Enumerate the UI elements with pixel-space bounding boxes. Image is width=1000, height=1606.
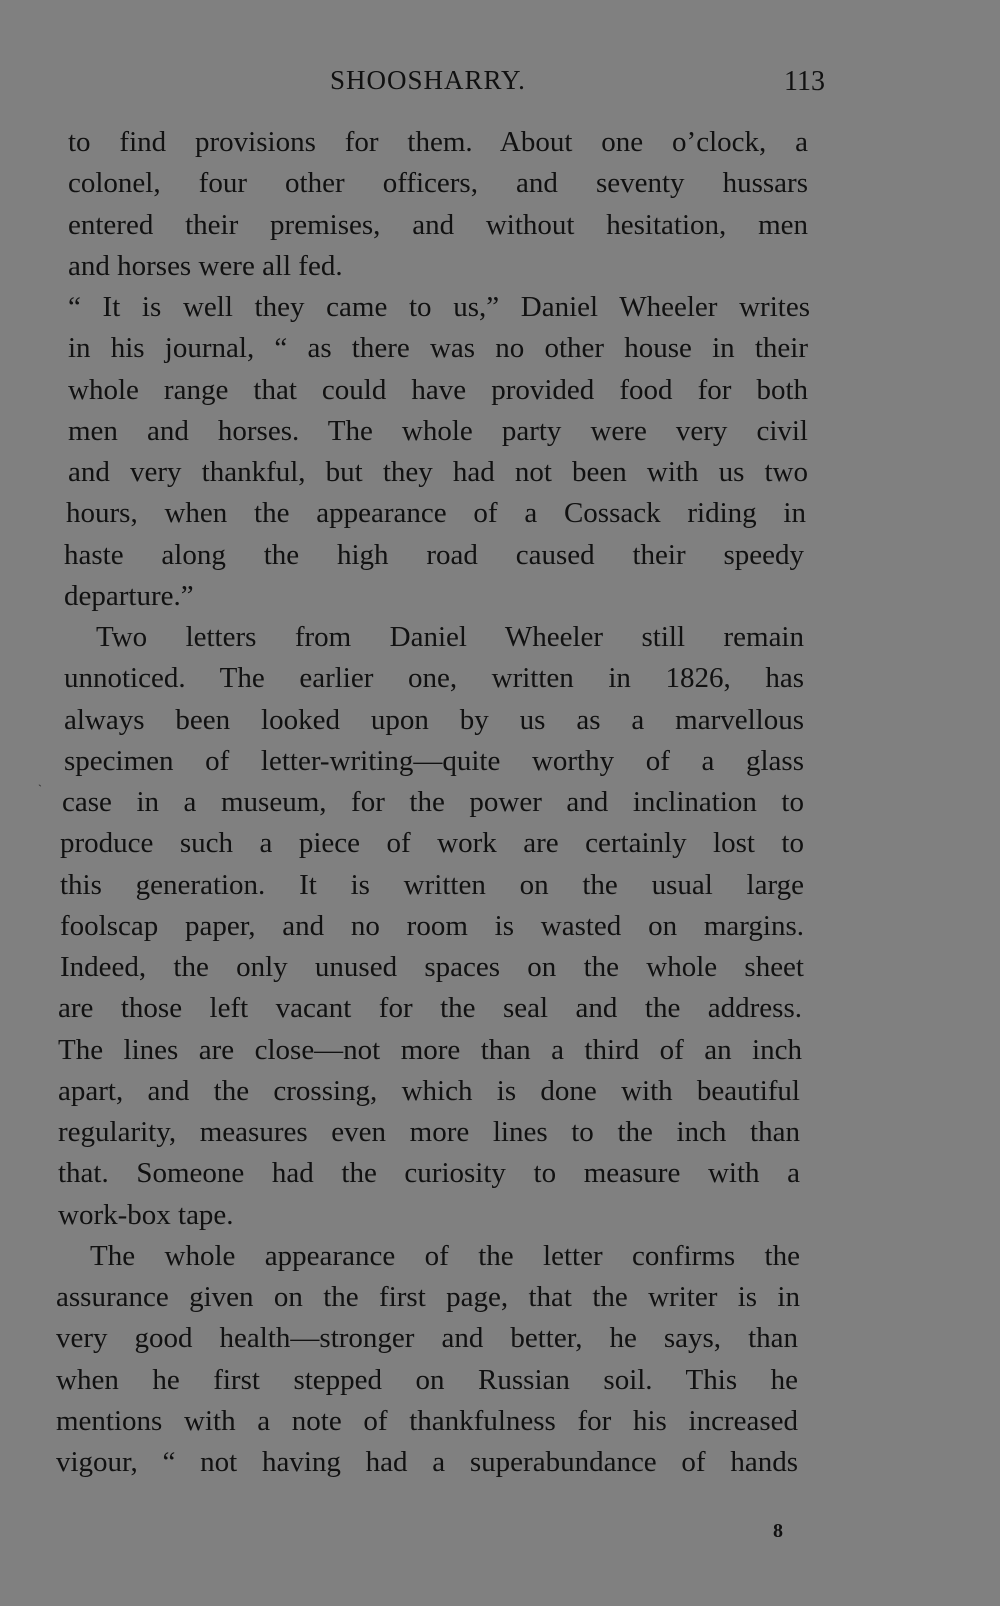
text-line-1: to find provisions for them. About one o’clock, a bbox=[68, 126, 808, 158]
text-line-32: mentions with a note of thankfulness for his increased bbox=[56, 1404, 798, 1437]
margin-mark: ˎ bbox=[38, 773, 42, 787]
signature-mark: 8 bbox=[773, 1520, 783, 1542]
text-line-26: that. Someone had the curiosity to measure with a bbox=[58, 1157, 800, 1190]
text-line-30: very good health—stronger and better, he says, than bbox=[56, 1322, 798, 1355]
text-line-25: regularity, measures even more lines to the inch than bbox=[58, 1116, 800, 1148]
text-line-13: Two letters from Daniel Wheeler still remain bbox=[96, 621, 804, 653]
text-line-11: haste along the high road caused their speedy bbox=[64, 538, 804, 571]
text-line-5: “ It is well they came to us,” Daniel Wheeler writes bbox=[68, 291, 810, 323]
text-line-16: specimen of letter-writing—quite worthy of a glass bbox=[64, 744, 804, 777]
text-line-29: assurance given on the first page, that the writer is in bbox=[56, 1281, 800, 1313]
text-line-17: case in a museum, for the power and inclination to bbox=[62, 786, 804, 818]
text-line-19: this generation. It is written on the usual large bbox=[60, 868, 804, 901]
text-line-23: The lines are close—not more than a third of an inch bbox=[58, 1033, 802, 1066]
text-line-27: work-box tape. bbox=[58, 1198, 234, 1231]
text-line-21: Indeed, the only unused spaces on the whole sheet bbox=[60, 951, 804, 983]
page-number: 113 bbox=[784, 66, 825, 97]
text-line-2: colonel, four other officers, and seventy hussars bbox=[68, 167, 808, 200]
text-line-22: are those left vacant for the seal and the address. bbox=[58, 992, 802, 1025]
text-line-24: apart, and the crossing, which is done with beautiful bbox=[58, 1074, 800, 1107]
text-line-8: men and horses. The whole party were very civil bbox=[68, 414, 808, 447]
text-line-14: unnoticed. The earlier one, written in 1826, has bbox=[64, 662, 804, 695]
text-line-9: and very thankful, but they had not been with us two bbox=[68, 456, 808, 488]
running-head-title: SHOOSHARRY. bbox=[330, 65, 526, 95]
text-line-31: when he first stepped on Russian soil. This he bbox=[56, 1363, 798, 1396]
text-line-18: produce such a piece of work are certainly lost to bbox=[60, 827, 804, 860]
text-line-20: foolscap paper, and no room is wasted on margins. bbox=[60, 909, 804, 942]
text-line-4: and horses were all fed. bbox=[68, 249, 343, 282]
text-line-33: vigour, “ not having had a superabundance of hands bbox=[56, 1446, 798, 1478]
text-line-3: entered their premises, and without hesitation, men bbox=[68, 208, 808, 241]
text-line-6: in his journal, “ as there was no other house in their bbox=[68, 332, 808, 365]
text-line-15: always been looked upon by us as a marvellous bbox=[64, 703, 804, 736]
text-line-12: departure.” bbox=[64, 579, 194, 612]
text-line-7: whole range that could have provided food for both bbox=[68, 373, 808, 406]
text-line-10: hours, when the appearance of a Cossack riding in bbox=[66, 497, 806, 530]
text-line-28: The whole appearance of the letter confirms the bbox=[90, 1239, 800, 1272]
